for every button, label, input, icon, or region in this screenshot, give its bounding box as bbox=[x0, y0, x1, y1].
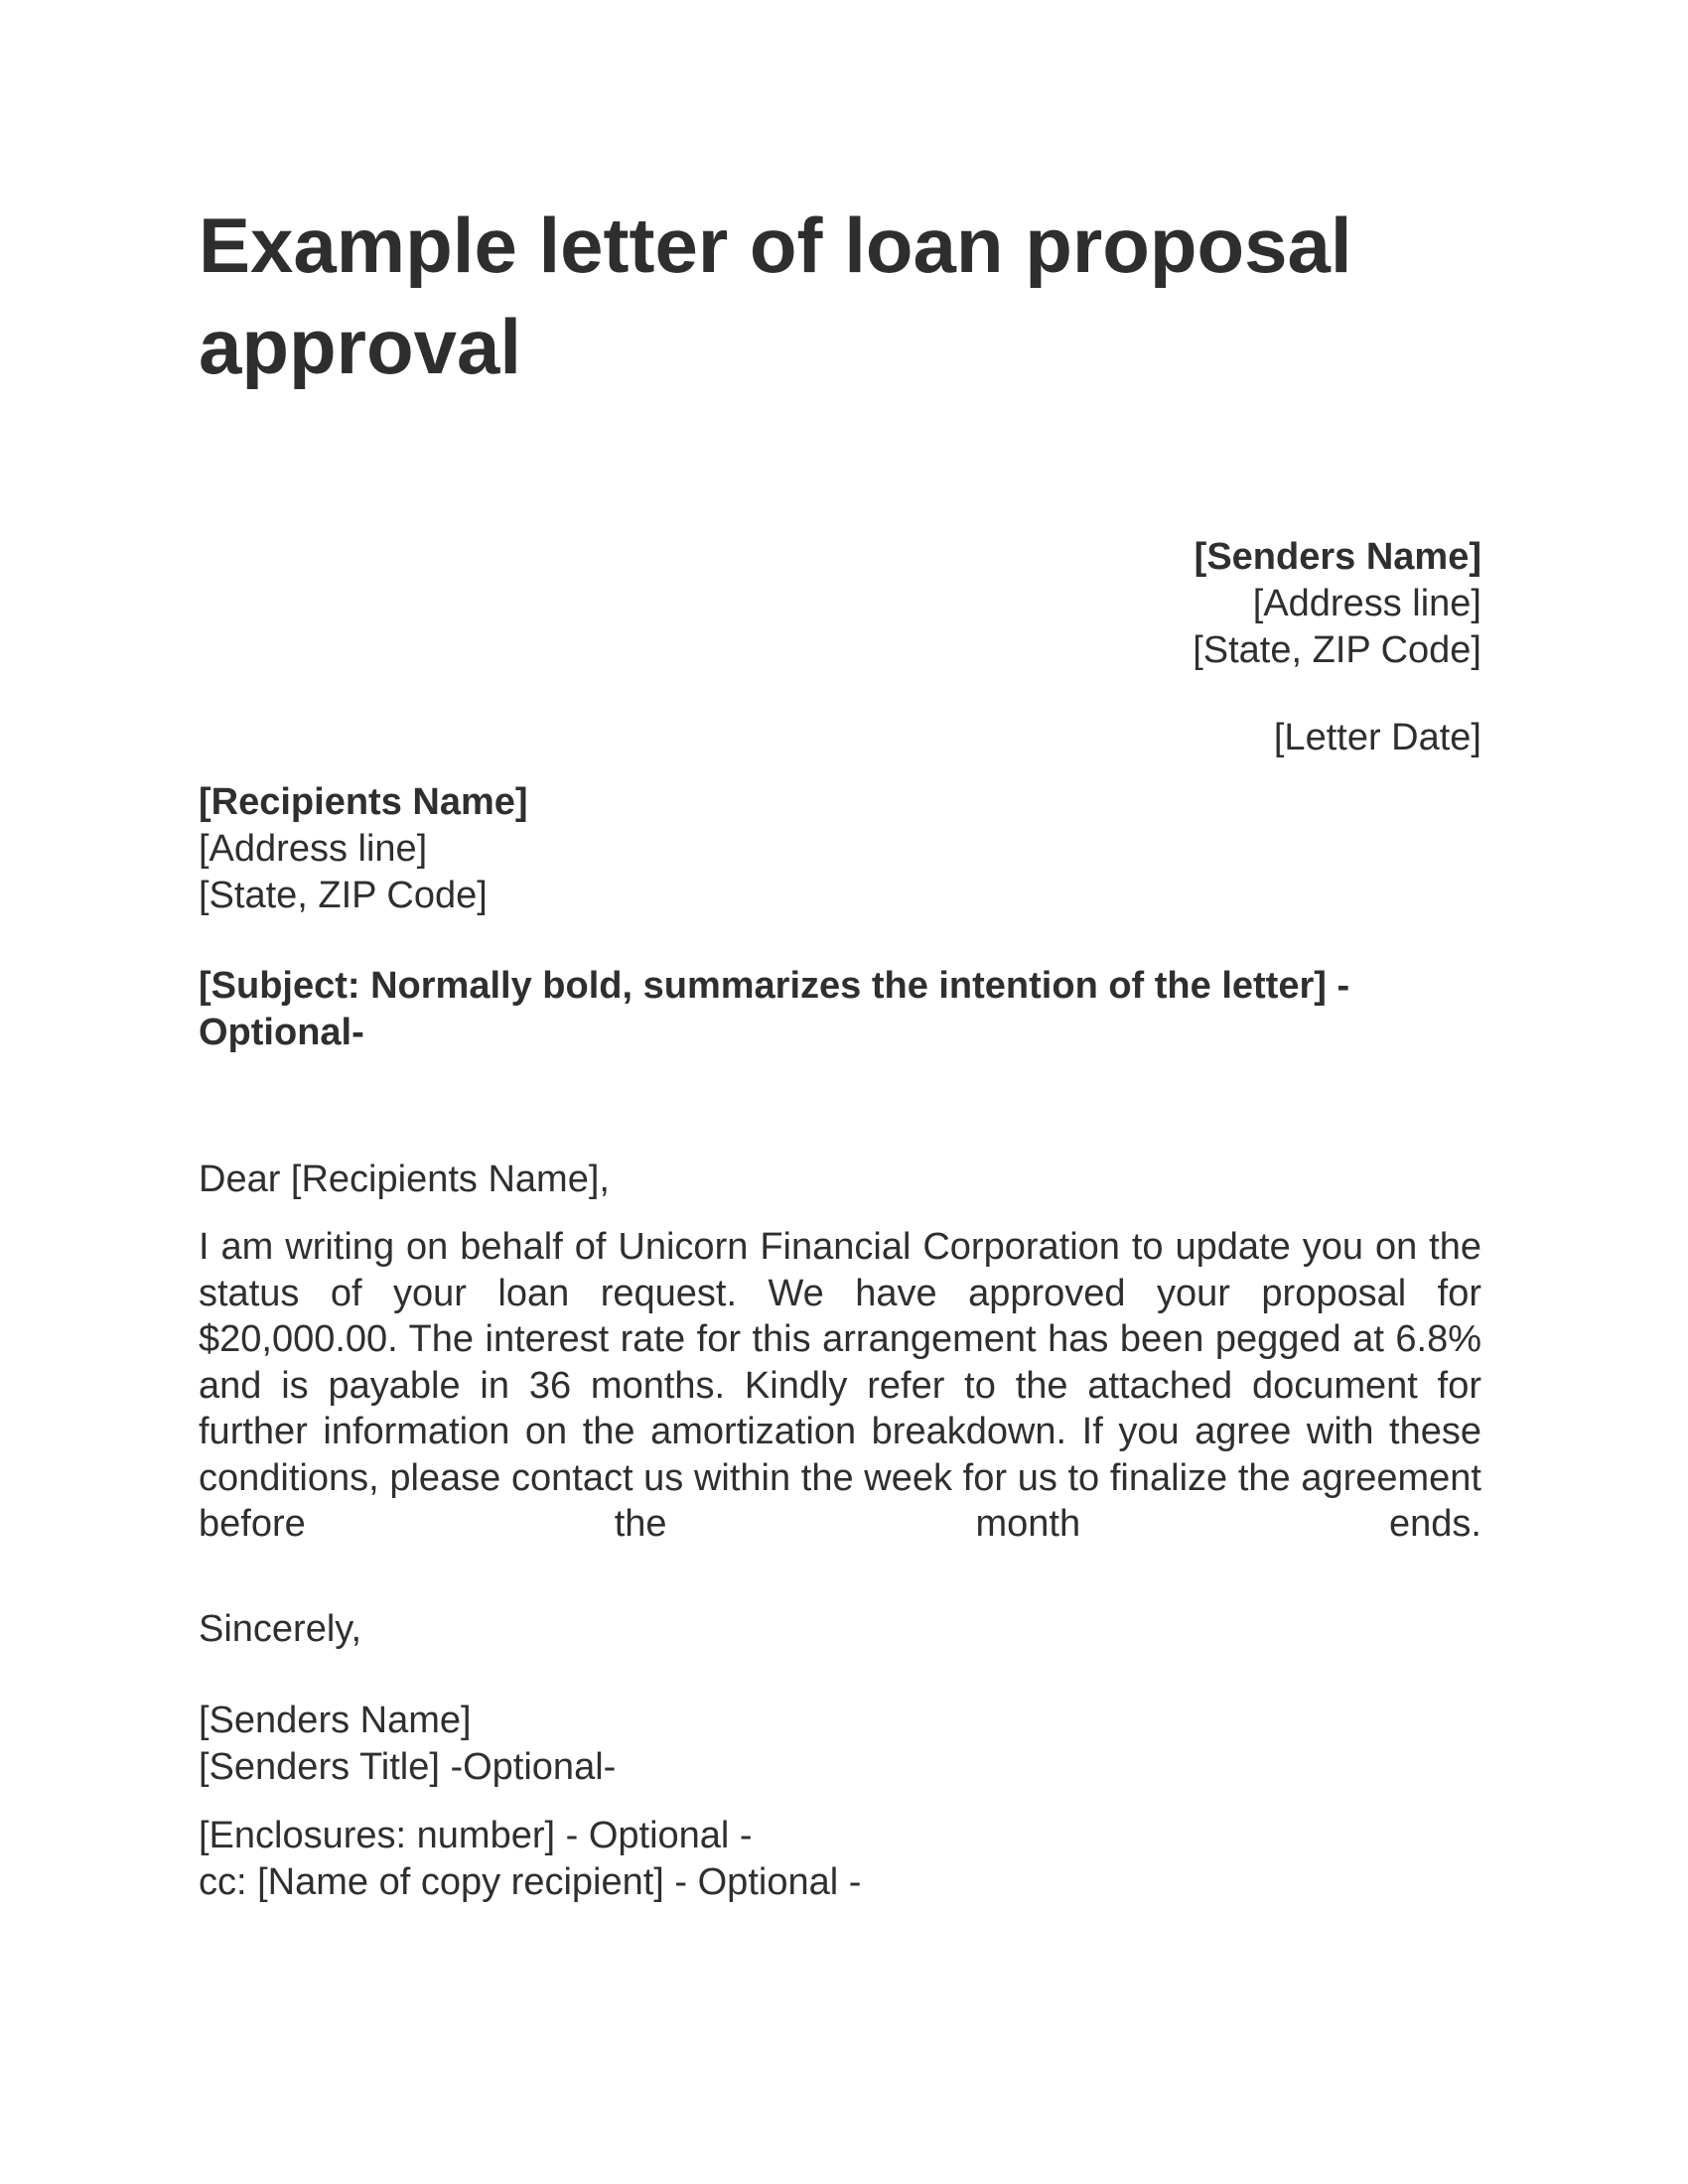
recipient-address-line: [Address line] bbox=[199, 828, 428, 870]
letter-body: I am writing on behalf of Unicorn Financial Corporation to update you on the status of your loan request. We have approved your proposal for $20,000.00. The interest rate for this arrangement has been pegged at 6.8% and is payable in 36 months. Kindly refer to the attached document for further information on the amortization breakdown. If you agree with these conditions, please contact us within the week for us to finalize the agreement before the month ends. bbox=[199, 1226, 1481, 1545]
recipient-name: [Recipients Name] bbox=[199, 781, 528, 823]
signature-block bbox=[199, 1698, 616, 1791]
letter-date: [Letter Date] bbox=[1273, 717, 1481, 758]
closing: Sincerely, bbox=[199, 1608, 362, 1650]
sender-state-zip: [State, ZIP Code] bbox=[1193, 629, 1481, 671]
enclosures-line: [Enclosures: number] - Optional - bbox=[199, 1815, 753, 1856]
signature-name: [Senders Name] bbox=[199, 1700, 472, 1741]
document-title: Example letter of loan proposal approval bbox=[199, 202, 1352, 390]
signature-title: [Senders Title] -Optional- bbox=[199, 1746, 617, 1788]
subject-line: [Subject: Normally bold, summarizes the intention of the letter] - Optional- bbox=[199, 965, 1350, 1053]
cc-line: cc: [Name of copy recipient] - Optional - bbox=[199, 1861, 862, 1903]
sender-name: [Senders Name] bbox=[1194, 536, 1481, 578]
enclosures-block bbox=[199, 1813, 861, 1906]
salutation: Dear [Recipients Name], bbox=[199, 1159, 610, 1200]
recipient-address-block bbox=[199, 779, 528, 919]
recipient-state-zip: [State, ZIP Code] bbox=[199, 875, 488, 916]
sender-address-line: [Address line] bbox=[1252, 583, 1481, 624]
sender-address-block bbox=[1193, 534, 1481, 674]
